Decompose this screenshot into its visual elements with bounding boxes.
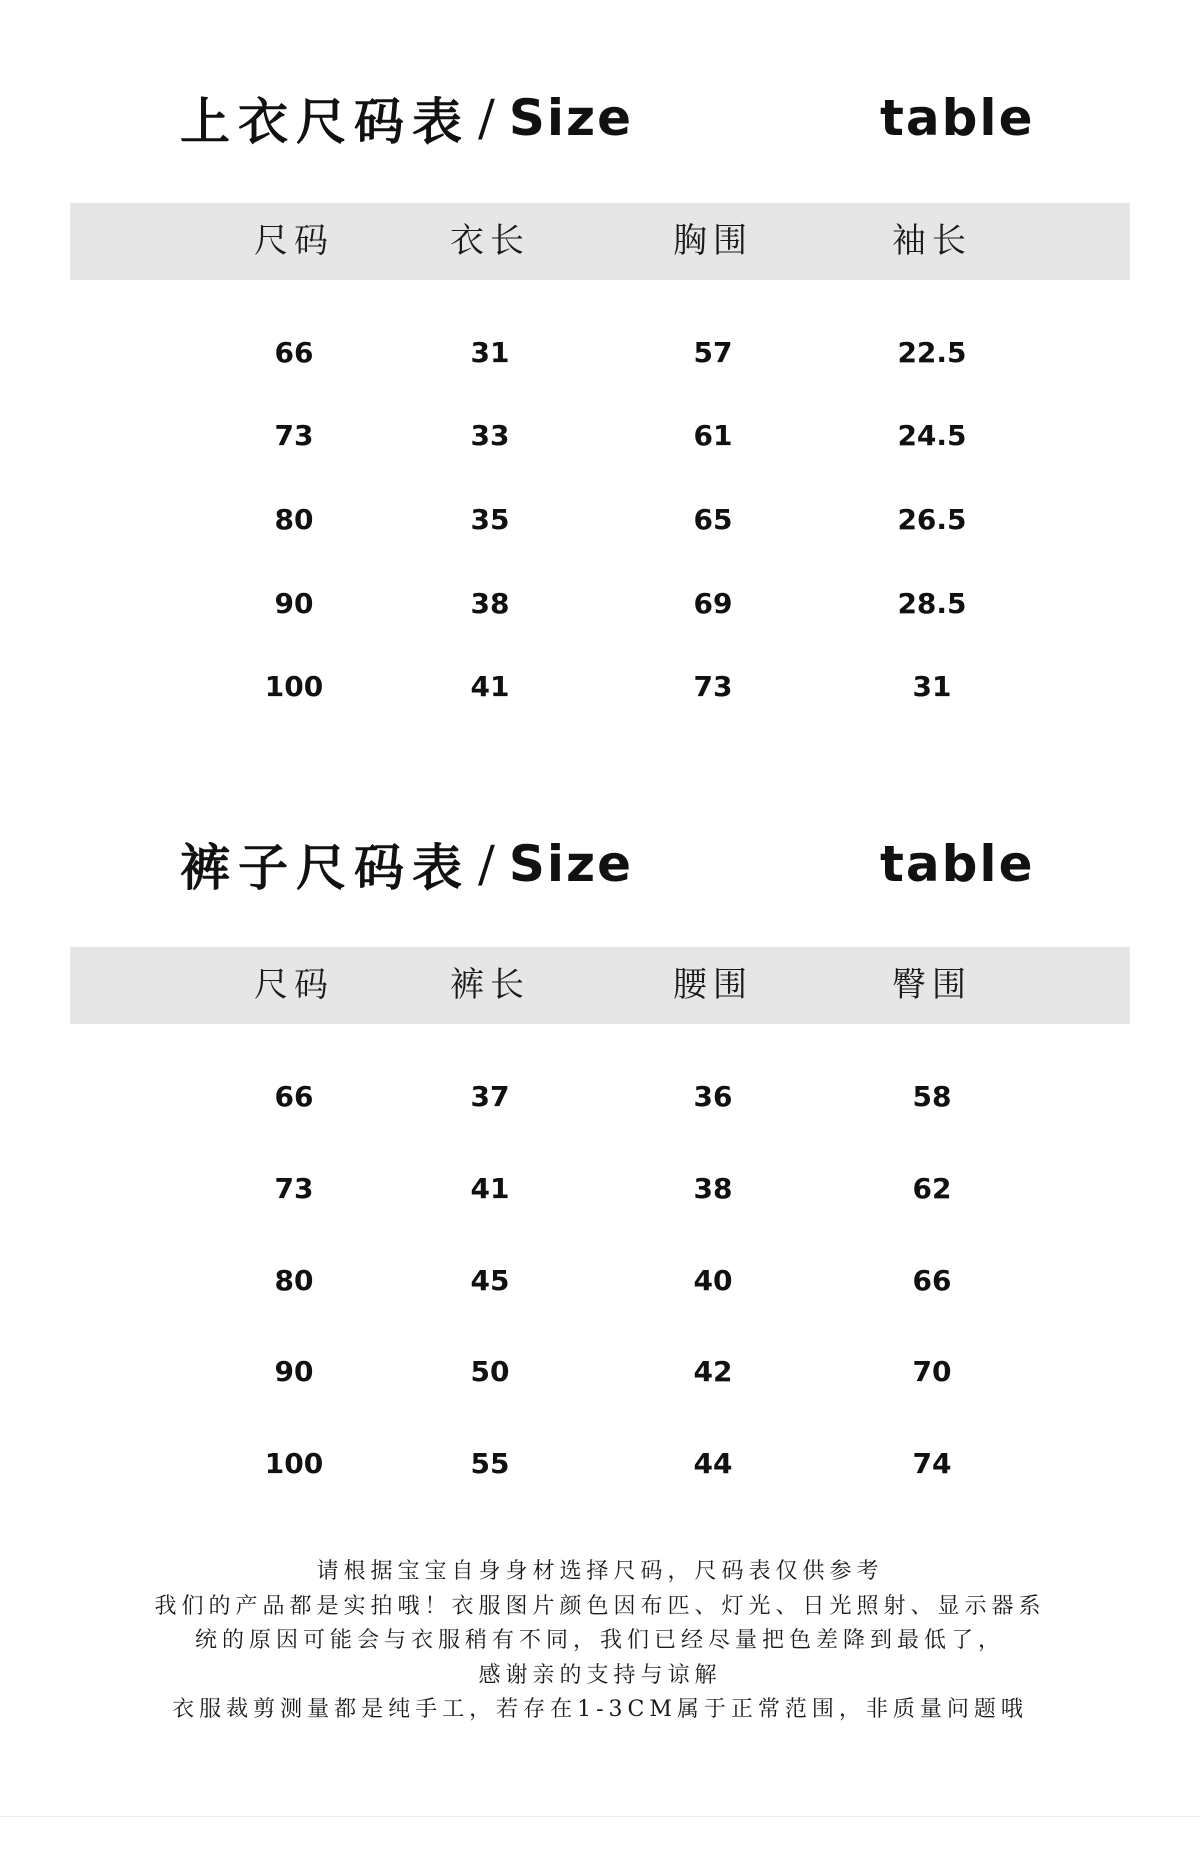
tops-title <box>180 78 1040 158</box>
tops-header-sleeve: 袖长 <box>892 221 972 261</box>
pants-cell-size: 90 <box>274 1355 314 1388</box>
tops-cell-length: 35 <box>470 503 510 536</box>
note-line: 我们的产品都是实拍哦！衣服图片颜色因布匹、灯光、日光照射、显示器系 <box>154 1593 1046 1619</box>
pants-title-slash: / <box>478 835 503 893</box>
pants-cell-size: 73 <box>274 1172 314 1205</box>
note-line: 统的原因可能会与衣服稍有不同，我们已经尽量把色差降到最低了， <box>194 1628 1005 1653</box>
tops-cell-size: 80 <box>274 503 314 536</box>
tops-cell-sleeve: 26.5 <box>897 503 967 536</box>
pants-title-table: table <box>880 835 1035 893</box>
pants-header-length: 裤长 <box>450 965 530 1005</box>
pants-cell-waist: 44 <box>693 1447 733 1480</box>
tops-title-size: Size <box>508 89 634 147</box>
pants-title-size: Size <box>508 835 634 893</box>
size-notes <box>60 1555 1140 1728</box>
tops-title-table: table <box>880 89 1035 147</box>
note-line: 请根据宝宝自身身材选择尺码，尺码表仅供参考 <box>316 1559 884 1584</box>
pants-cell-waist: 36 <box>693 1080 733 1113</box>
pants-title <box>180 824 1040 904</box>
tops-cell-sleeve: 28.5 <box>897 587 967 620</box>
tops-cell-size: 73 <box>274 419 314 452</box>
pants-title-cn: 裤子尺码表 <box>180 838 470 897</box>
pants-cell-waist: 40 <box>693 1264 733 1297</box>
tops-cell-chest: 65 <box>693 503 733 536</box>
bottom-divider <box>0 1816 1200 1817</box>
tops-cell-length: 33 <box>470 419 510 452</box>
tops-cell-sleeve: 24.5 <box>897 419 967 452</box>
tops-title-cn: 上衣尺码表 <box>180 92 470 151</box>
pants-cell-waist: 38 <box>693 1172 733 1205</box>
pants-cell-size: 66 <box>274 1080 314 1113</box>
tops-cell-chest: 57 <box>693 336 733 369</box>
tops-cell-sleeve: 22.5 <box>897 336 967 369</box>
pants-header-size: 尺码 <box>254 965 334 1005</box>
pants-cell-hip: 70 <box>912 1355 952 1388</box>
tops-cell-chest: 61 <box>693 419 733 452</box>
tops-header-chest: 胸围 <box>673 221 753 261</box>
tops-cell-chest: 73 <box>693 670 733 703</box>
tops-cell-sleeve: 31 <box>912 670 952 703</box>
pants-header-waist: 腰围 <box>673 965 753 1005</box>
pants-cell-size: 100 <box>264 1447 324 1480</box>
pants-cell-length: 50 <box>470 1355 510 1388</box>
tops-header-length: 衣长 <box>450 221 530 261</box>
pants-cell-hip: 74 <box>912 1447 952 1480</box>
pants-cell-length: 37 <box>470 1080 510 1113</box>
pants-cell-hip: 62 <box>912 1172 952 1205</box>
pants-cell-length: 45 <box>470 1264 510 1297</box>
note-line: 衣服裁剪测量都是纯手工，若存在1-3CM属于正常范围，非质量问题哦 <box>172 1697 1028 1722</box>
tops-cell-size: 90 <box>274 587 314 620</box>
tops-cell-length: 41 <box>470 670 510 703</box>
pants-cell-length: 55 <box>470 1447 510 1480</box>
tops-cell-size: 100 <box>264 670 324 703</box>
pants-cell-hip: 58 <box>912 1080 952 1113</box>
note-line: 感谢亲的支持与谅解 <box>478 1662 722 1688</box>
tops-header-row <box>70 203 1130 280</box>
tops-title-slash: / <box>478 89 503 147</box>
pants-cell-length: 41 <box>470 1172 510 1205</box>
pants-cell-waist: 42 <box>693 1355 733 1388</box>
pants-header-row <box>70 947 1130 1024</box>
pants-cell-hip: 66 <box>912 1264 952 1297</box>
tops-header-size: 尺码 <box>254 221 334 261</box>
tops-cell-length: 31 <box>470 336 510 369</box>
tops-cell-size: 66 <box>274 336 314 369</box>
tops-cell-length: 38 <box>470 587 510 620</box>
tops-cell-chest: 69 <box>693 587 733 620</box>
pants-header-hip: 臀围 <box>892 965 972 1005</box>
pants-cell-size: 80 <box>274 1264 314 1297</box>
